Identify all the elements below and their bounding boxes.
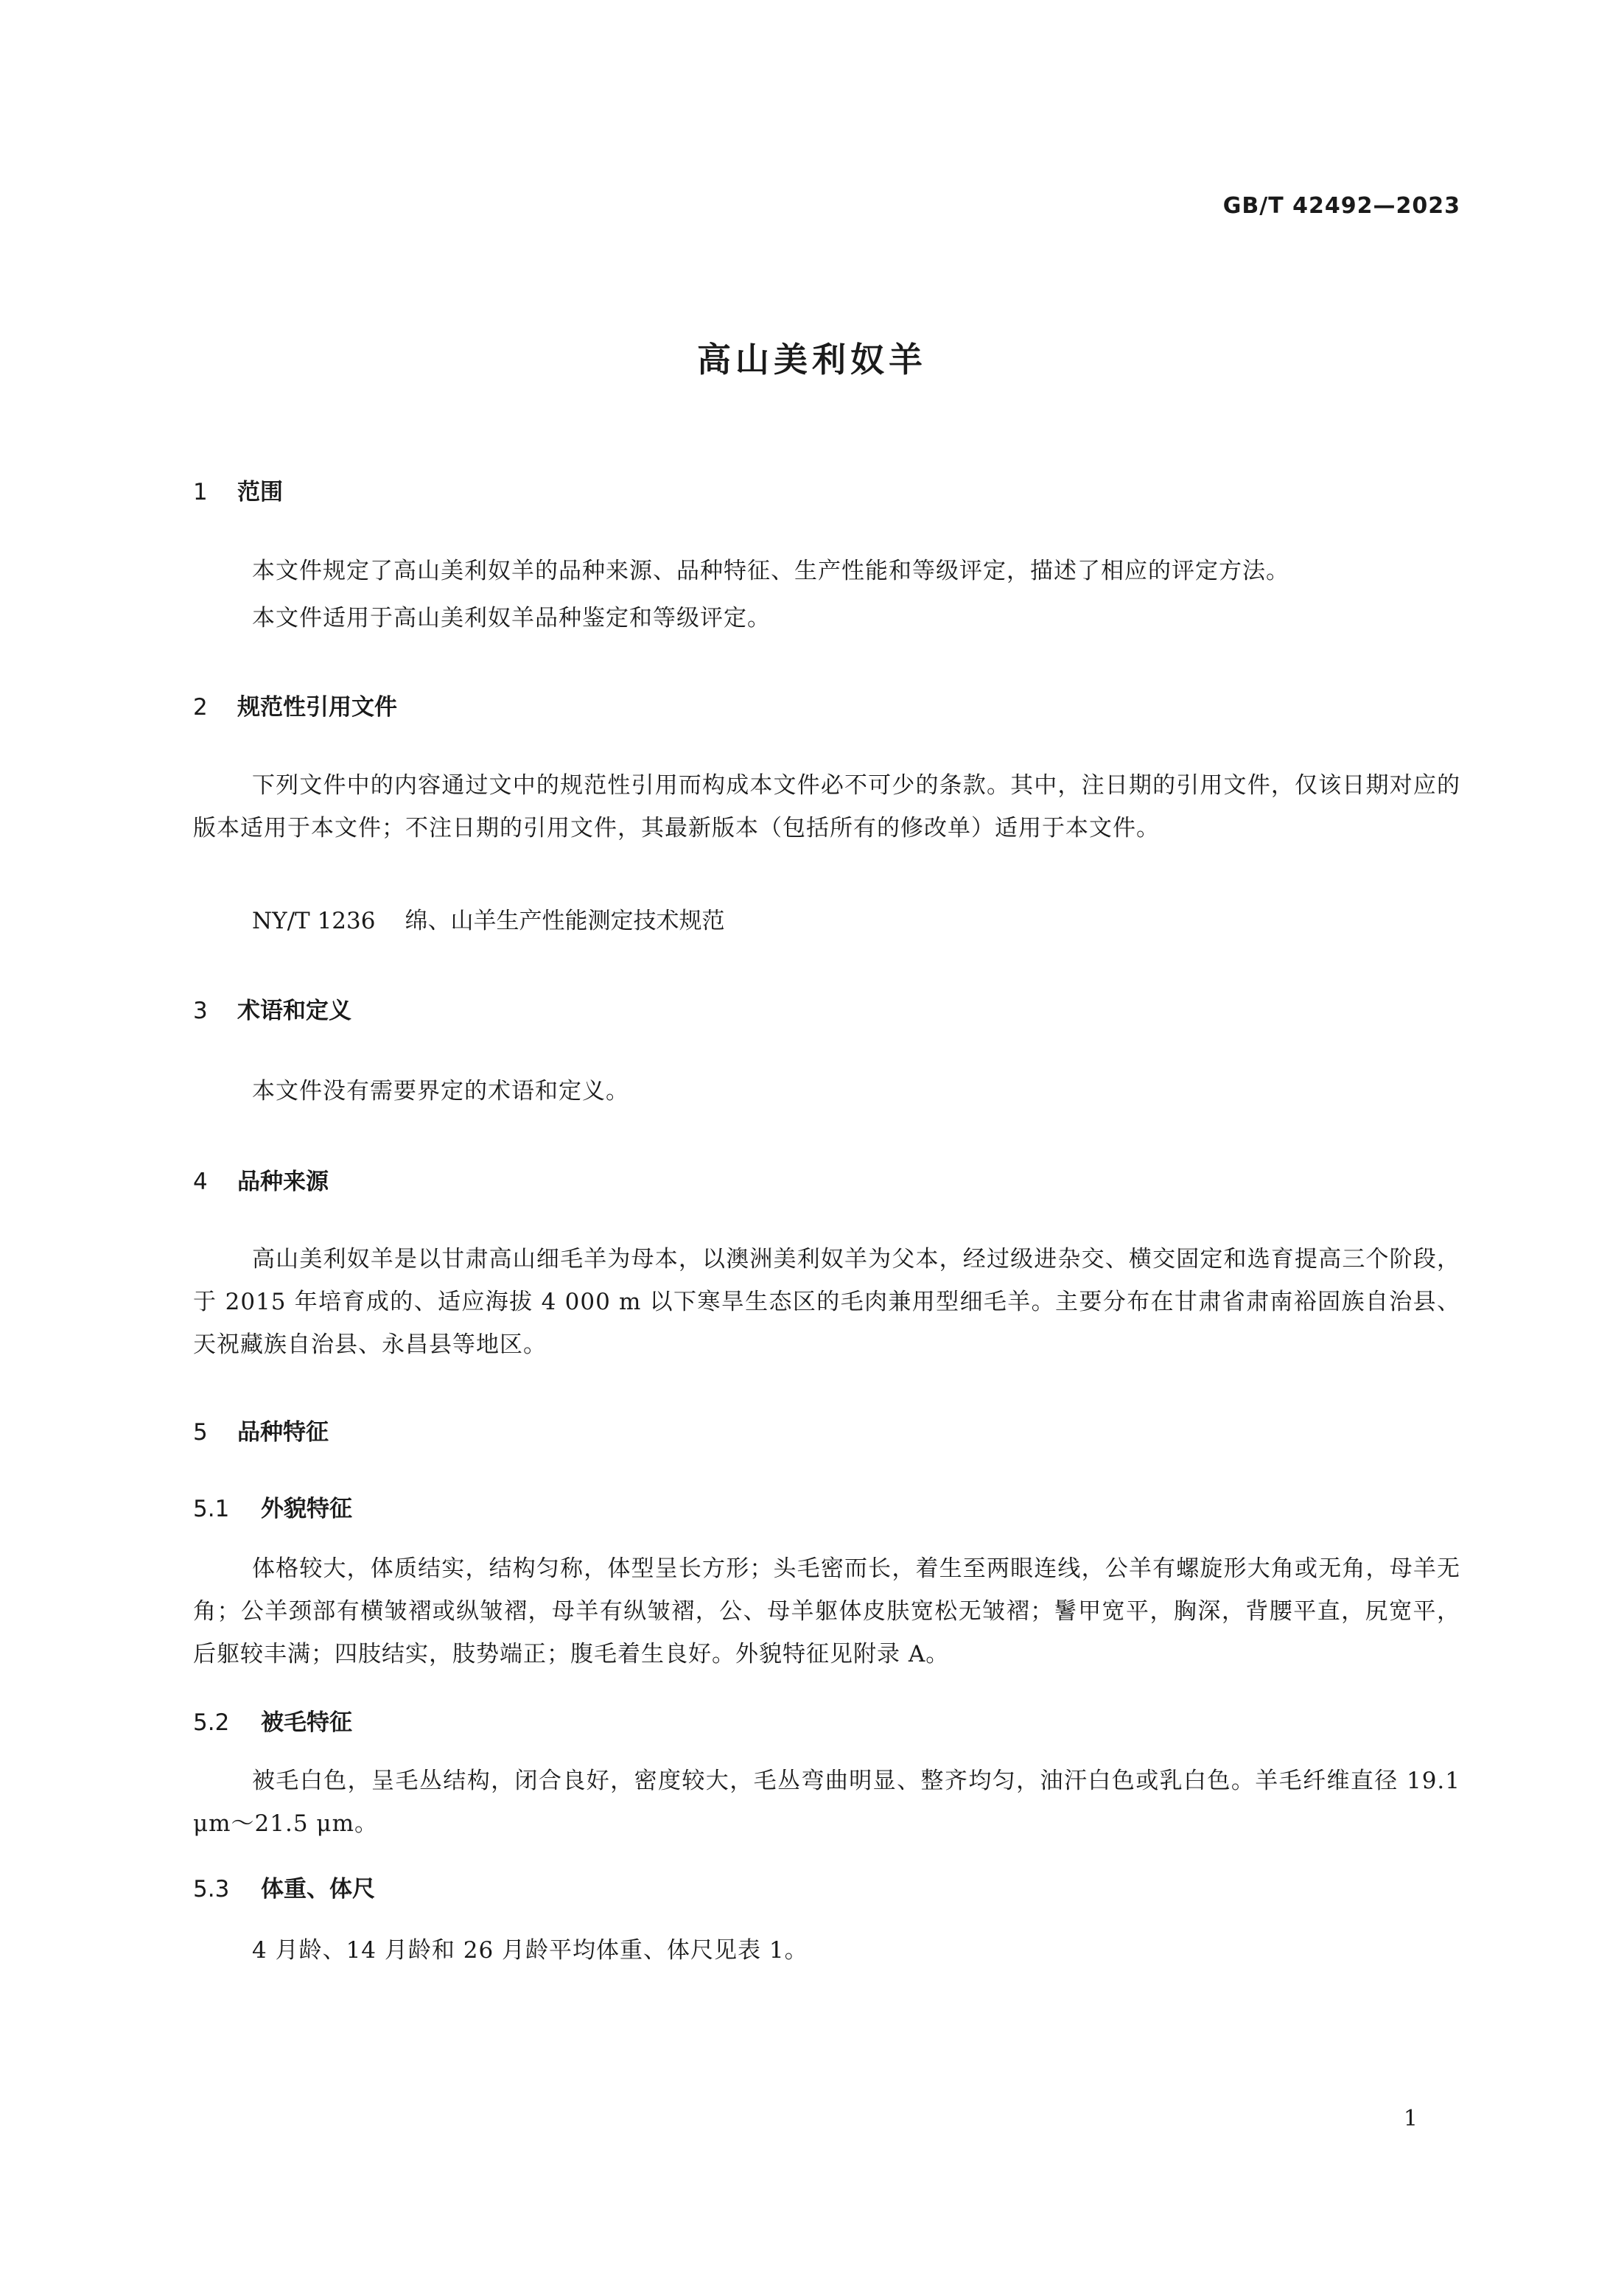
subsection-heading-fleece <box>193 1704 352 1737</box>
document-title: 高山美利奴羊 <box>697 340 927 379</box>
section-number: 5 <box>193 1419 208 1446</box>
subsection-number: 5.2 <box>193 1709 230 1736</box>
section-number: 1 <box>193 479 208 505</box>
section-number: 4 <box>193 1169 208 1195</box>
section-heading-terms <box>193 992 351 1025</box>
section-title: 规范性引用文件 <box>237 694 397 721</box>
section-title: 品种特征 <box>237 1419 329 1446</box>
paragraph: 被毛白色，呈毛丛结构，闭合良好，密度较大，毛丛弯曲明显、整齐均匀，油汗白色或乳白色。羊毛纤维直径 19.1 μm～21.5 μm。 <box>193 1768 1460 1837</box>
paragraph: 4 月龄、14 月龄和 26 月龄平均体重、体尺见表 1。 <box>252 1937 808 1964</box>
subsection-title: 被毛特征 <box>261 1709 352 1736</box>
section-title: 术语和定义 <box>237 998 351 1024</box>
reference-title: 绵、山羊生产性能测定技术规范 <box>405 908 725 934</box>
subsection-title: 外貌特征 <box>261 1496 352 1522</box>
subsection-number: 5.3 <box>193 1876 230 1902</box>
section-title: 品种来源 <box>237 1169 329 1195</box>
section-number: 3 <box>193 998 208 1024</box>
paragraph: 本文件没有需要界定的术语和定义。 <box>252 1078 629 1105</box>
paragraph: 体格较大，体质结实，结构匀称，体型呈长方形；头毛密而长，着生至两眼连线，公羊有螺旋形大角或无角，母羊无角；公羊颈部有横皱褶或纵皱褶，母羊有纵皱褶，公、母羊躯体皮肤宽松无皱褶；鬐甲宽平，胸深，背腰平直，尻宽平，后躯较丰满；四肢结实，肢势端正；腹毛着生良好。外貌特征见附录 A。 <box>193 1555 1460 1667</box>
reference-code: NY/T 1236 <box>252 908 376 934</box>
paragraph: 下列文件中的内容通过文中的规范性引用而构成本文件必不可少的条款。其中，注日期的引用文件，仅该日期对应的版本适用于本文件；不注日期的引用文件，其最新版本（包括所有的修改单）适用于本文件。 <box>193 772 1460 841</box>
section-title: 范围 <box>237 479 283 505</box>
subsection-number: 5.1 <box>193 1496 230 1522</box>
section-heading-normative-references <box>193 688 397 721</box>
subsection-heading-appearance <box>193 1490 352 1523</box>
section-heading-breed-origin <box>193 1163 329 1196</box>
standard-code: GB/T 42492—2023 <box>1222 193 1460 219</box>
page-number: 1 <box>1403 2106 1418 2132</box>
section-heading-breed-characteristics <box>193 1413 329 1446</box>
subsection-title: 体重、体尺 <box>261 1876 375 1902</box>
section-number: 2 <box>193 694 208 721</box>
paragraph: 高山美利奴羊是以甘肃高山细毛羊为母本，以澳洲美利奴羊为父本，经过级进杂交、横交固定和选育提高三个阶段，于 2015 年培育成的、适应海拔 4 000 m 以下寒旱生态区的毛肉兼用型细毛羊。主要分布在甘肃省肃南裕固族自治县、天祝藏族自治县、永昌县等地区。 <box>193 1246 1460 1358</box>
reference-entry <box>252 902 724 935</box>
subsection-heading-weight-size <box>193 1870 375 1903</box>
paragraph: 本文件规定了高山美利奴羊的品种来源、品种特征、生产性能和等级评定，描述了相应的评定方法。 <box>252 558 1289 584</box>
section-heading-scope <box>193 473 283 506</box>
paragraph: 本文件适用于高山美利奴羊品种鉴定和等级评定。 <box>252 605 771 631</box>
